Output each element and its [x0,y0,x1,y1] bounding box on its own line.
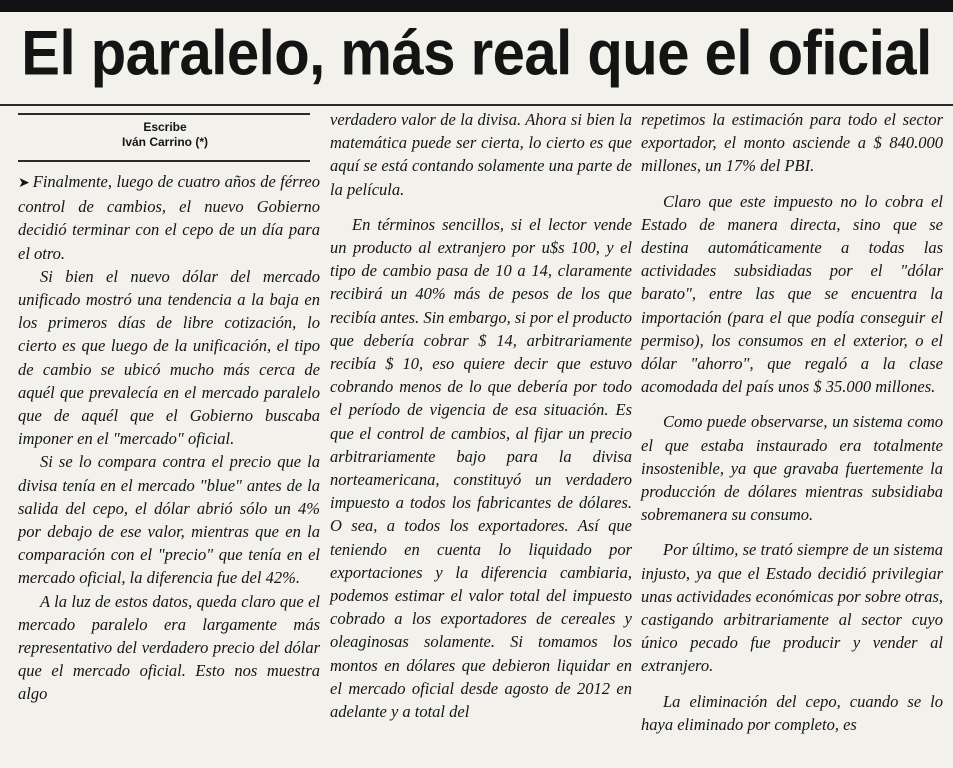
paragraph: En términos sencillos, si el lector vende un producto al extranjero por u$s 100, y el tipo de cambio pasa de 10 a 14, claramente recibirá un 40% más de pesos de los que recibía antes. Sin embargo, si por el producto que debería cobrar $ 14, arbitrariamente recibía $ 10, eso quiere decir que estuvo cobrando menos de lo que debería por todo el período de vigencia de esa situación. Es que el control de cambios, al fijar un precio arbitrariamente bajo para la divisa norteamericana, constituyó un verdadero impuesto a todos los fabricantes de dólares. O sea, a todos los exportadores. Así que teniendo en cuenta lo liquidado por exportaciones y la diferencia cambiaria, podemos estimar el valor total del impuesto cobrado a los exportadores de cereales y oleaginosas solamente. Si tomamos los montos en dólares que debieron liquidar en el mercado oficial desde agosto de 2012 en adelante y a total del [330,214,633,722]
paragraph: Si se lo compara contra el precio que la divisa tenía en el mercado "blue" antes de la salida del cepo, el dólar abrió sólo un 4% por debajo de ese valor, mientras que en la comparación con el "precio" que tenía en el mercado oficial, la diferencia fue del 42%. [18,452,320,588]
paragraph: A la luz de estos datos, queda claro que el mercado paralelo era largamente más representativo del verdadero precio del dólar que el mercado oficial. Esto nos muestra algo [18,591,320,704]
paragraph: La eliminación del cepo, cuando se lo haya eliminado por completo, es [641,691,943,734]
paragraph: verdadero valor de la divisa. Ahora si bien la matemática puede ser cierta, lo cierto es que aquí se está contando solamente una parte de la película. [330,110,632,199]
column-3 [641,108,943,736]
paragraph: Si bien el nuevo dólar del mercado unificado mostró una tendencia a la baja en los primeros días de libre cotización, lo cierto es que luego de la unificación, el tipo de cambio se ubicó mucho más cerca de aquél que prevalecía en el mercado paralelo que de aquél que el Gobierno buscaba imponer en el "mercado" oficial. [18,266,320,449]
byline [20,120,310,150]
column-1 [18,170,320,706]
arrow-icon: ➤ [18,176,30,191]
byline-label: Escribe [143,120,187,134]
headline-rule [0,104,953,106]
column-2 [330,108,632,723]
byline-author: Iván Carrino (*) [121,135,208,149]
byline-rule-bottom [18,160,310,162]
headline: El paralelo, más real que el oficial [21,18,932,89]
paragraph: repetimos la estimación para todo el sector exportador, el monto asciende a $ 840.000 millones, un 17% del PBI. [641,110,943,176]
paragraph: Como puede observarse, un sistema como el que estaba instaurado era totalmente insostenible, ya que gravaba fuertemente la producción de dólares mientras subsidiaba sobremanera su consumo. [641,412,943,525]
paragraph: Por último, se trató siempre de un sistema injusto, ya que el Estado decidió privilegiar unas actividades económicas por sobre otras, castigando arbitrariamente al sector cuyo único pecado fue producir y vender al extranjero. [641,540,943,676]
paragraph: Claro que este impuesto no lo cobra el Estado de manera directa, sino que se destina automáticamente a todas las actividades subsidiadas por el "dólar barato", entre las que se encuentra la importación (para el que podía conseguir el permiso), los consumos en el exterior, o el dólar "ahorro", que regaló a la clase acomodada del país unos $ 35.000 millones. [641,191,943,397]
byline-rule-top [18,113,310,115]
paragraph-text: Finalmente, luego de cuatro años de férreo control de cambios, el nuevo Gobierno decidió terminar con el cepo de un día para el otro. [18,172,320,263]
paragraph [18,170,320,265]
